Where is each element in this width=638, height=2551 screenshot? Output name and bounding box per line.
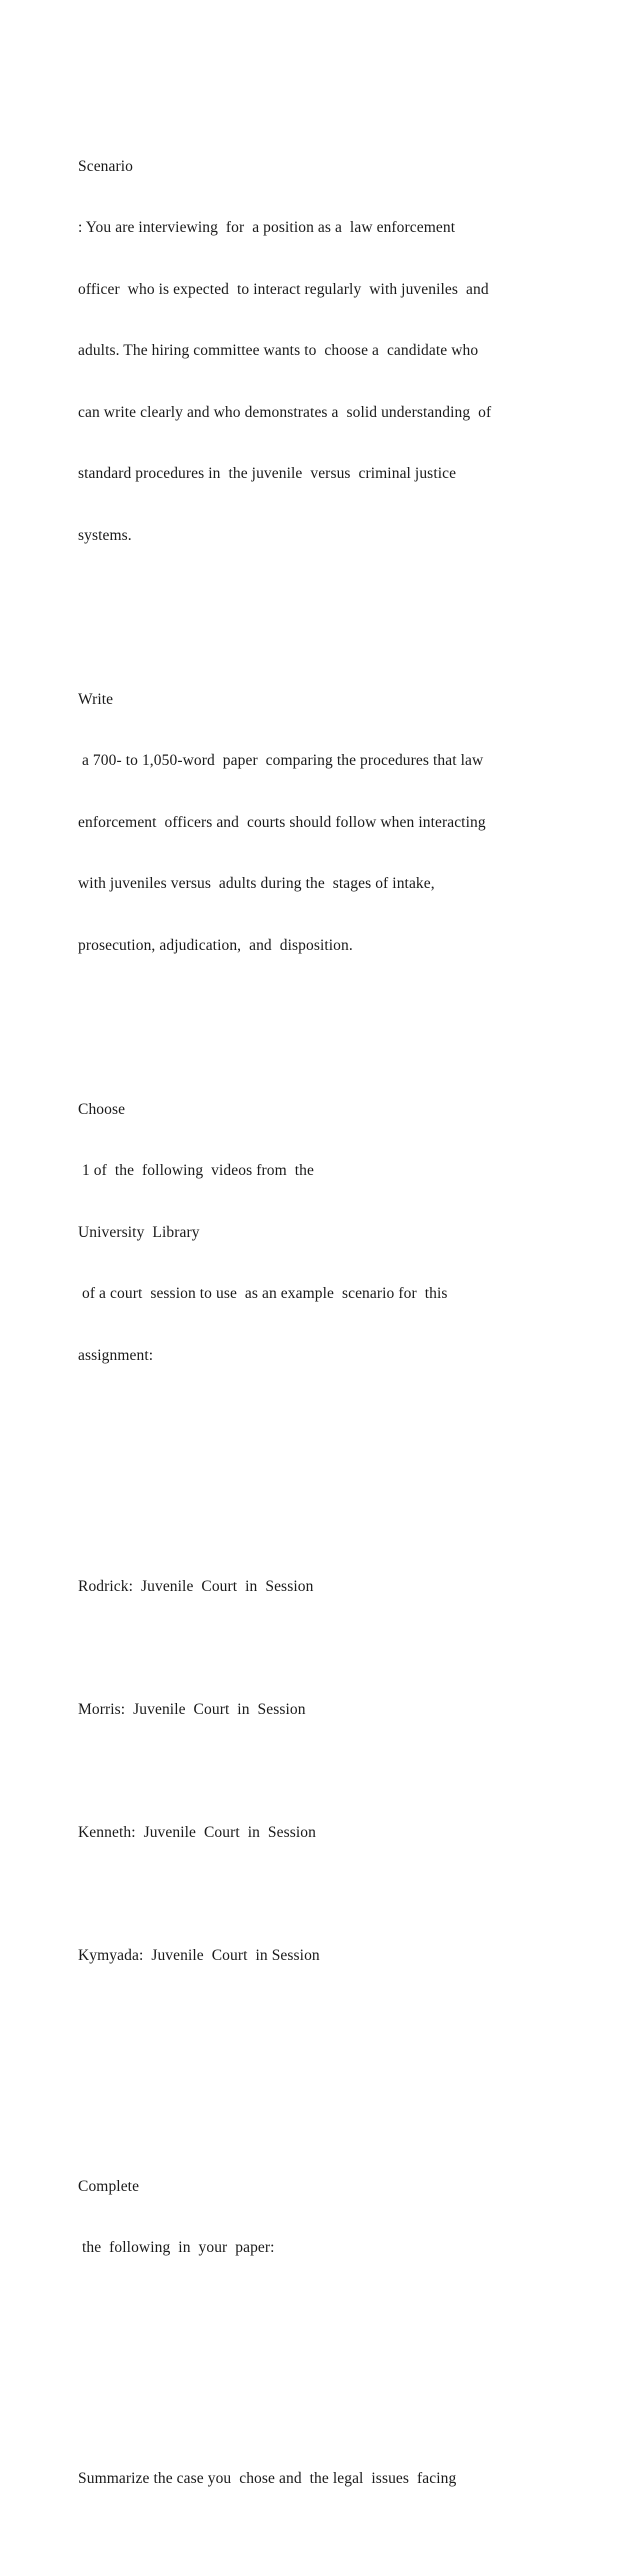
choose-line: 1 of the following videos from the <box>78 1162 314 1179</box>
choose-heading: Choose <box>78 1100 126 1118</box>
scenario-heading: Scenario <box>78 157 134 175</box>
scenario-line: systems. <box>78 526 132 544</box>
write-line: a 700- to 1,050-word paper comparing the procedures that law <box>78 752 484 769</box>
scenario-line: standard procedures in the juvenile versus criminal justice <box>78 465 457 482</box>
paragraph-spacer <box>78 1884 618 1905</box>
paragraph-spacer <box>78 2028 618 2054</box>
write-line: enforcement officers and courts should follow when interacting <box>78 813 486 831</box>
paragraph-spacer <box>78 1495 618 1516</box>
paragraph-spacer <box>78 2387 618 2408</box>
paragraph-spacer <box>78 2320 618 2346</box>
paragraph-spacer <box>78 1428 618 1454</box>
scenario-line: : You are interviewing for a position as a law enforcement <box>78 219 456 236</box>
complete-line: the following in your paper: <box>78 2239 275 2256</box>
summary-line: Summarize the case you chose and the legal issues facing <box>78 2470 457 2487</box>
paragraph-spacer <box>78 608 618 629</box>
document-body <box>78 95 618 2551</box>
video-option: Rodrick: Juvenile Court in Session <box>78 1577 314 1595</box>
choose-line: of a court session to use as an example scenario for this <box>78 1285 448 1302</box>
write-line: prosecution, adjudication, and disposition. <box>78 936 353 954</box>
choose-line: University Library <box>78 1223 200 1241</box>
paragraph-spacer <box>78 1761 618 1782</box>
scenario-line: adults. The hiring committee wants to choose a candidate who <box>78 342 479 359</box>
choose-line: assignment: <box>78 1346 154 1364</box>
paragraph-spacer <box>78 2095 618 2116</box>
complete-heading: Complete <box>78 2177 140 2195</box>
write-heading: Write <box>78 690 114 708</box>
scenario-line: can write clearly and who demonstrates a solid understanding of <box>78 403 492 421</box>
scenario-line: officer who is expected to interact regularly with juveniles and <box>78 280 489 298</box>
paragraph-spacer <box>78 1638 618 1659</box>
paragraph-spacer <box>78 1018 618 1039</box>
write-line: with juveniles versus adults during the stages of intake, <box>78 875 435 892</box>
video-option: Kenneth: Juvenile Court in Session <box>78 1823 317 1841</box>
video-option: Kymyada: Juvenile Court in Session <box>78 1946 320 1964</box>
video-option: Morris: Juvenile Court in Session <box>78 1700 306 1718</box>
